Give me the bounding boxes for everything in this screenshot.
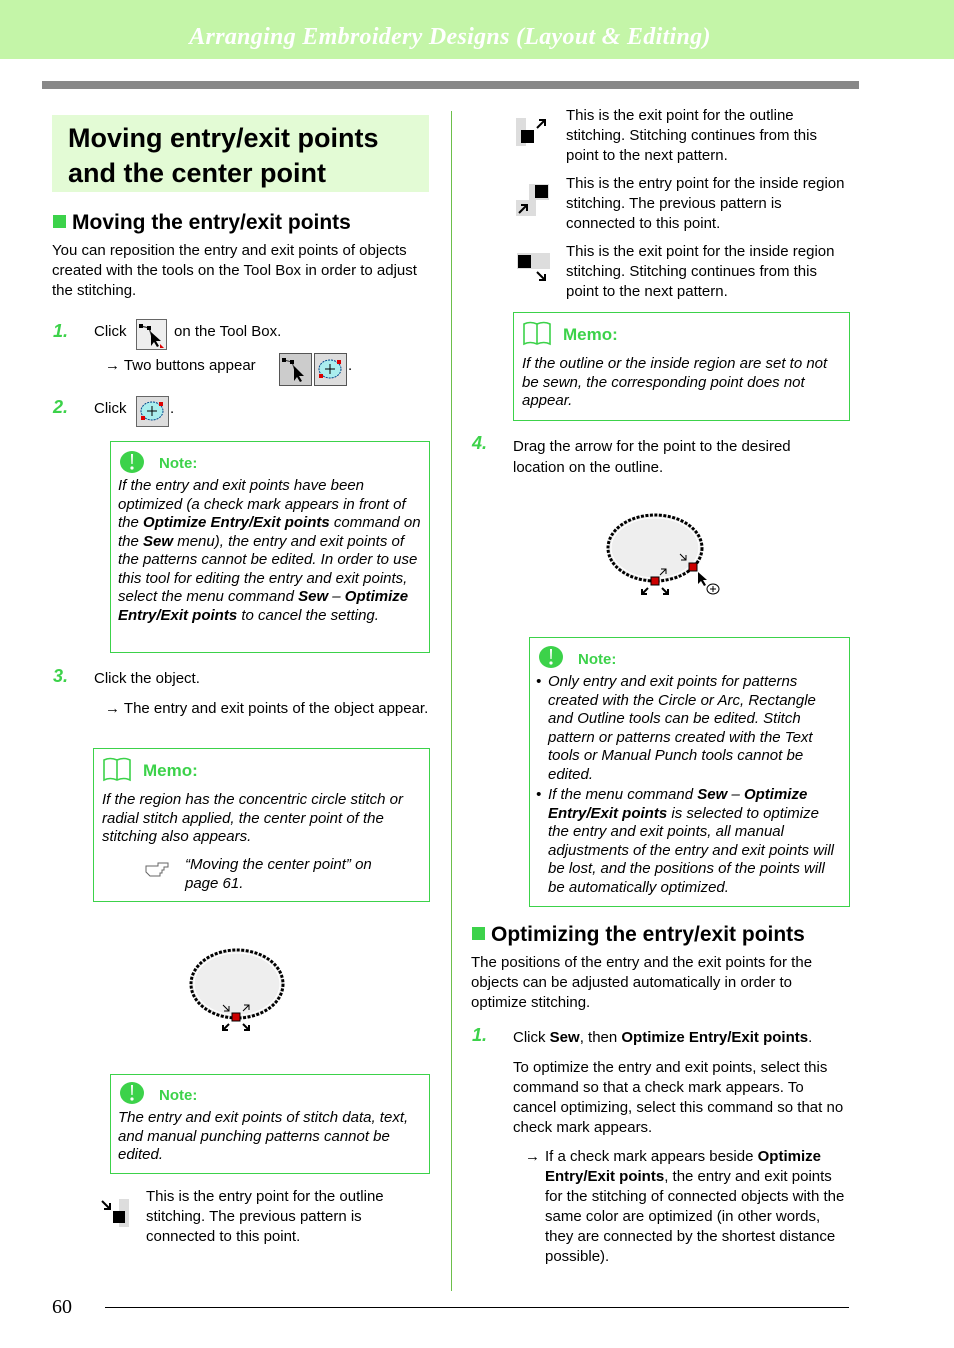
intro-text: You can reposition the entry and exit points of objects created with the tools on the Tool Box in order to adjust the stitching. [52,242,417,299]
exclamation-icon [538,645,564,669]
result-arrow: → [525,1148,540,1165]
subhead-moving: Moving the entry/exit points [53,211,351,235]
outline-entry-text: This is the entry point for the outline stitching. The previous pattern is connected to this point. [146,1188,384,1245]
step-number: 3. [53,666,69,686]
exclamation-icon [119,1081,145,1105]
step1-post: on the Tool Box. [174,323,282,340]
outline-entry-point-icon [99,1197,131,1229]
step2-pre: Click [94,400,127,417]
cross-reference-link[interactable]: “Moving the center point” on page 61. [185,856,372,892]
step3-result: → The entry and exit points of the object appear. [105,700,429,717]
subhead-optimizing: Optimizing the entry/exit points [472,923,805,947]
note-heading: Note: [159,1087,198,1104]
step-number: 1. [53,321,69,341]
entry-exit-tool-icon[interactable] [136,396,169,427]
divider-bar [42,81,859,89]
step1-pre: Click [94,323,127,340]
step4-text: Drag the arrow for the point to the desired location on the outline. [513,438,791,476]
optimize-result-text: If a check mark appears beside Optimize Entry/Exit points, the entry and exit points for the stitching of connected objects with the same color are optimized (in other words, they are connected by the shortest distance possible). [545,1148,845,1265]
exclamation-icon [119,450,145,474]
section-title [68,121,428,191]
inside-entry-point-icon [515,183,550,217]
note-bullet-2-text: If the menu command Sew – Optimize Entry/Exit points is selected to optimize the entry and exit points, all manual adjustments of the entry and exit points will be lost, and the positions of the points will be automatically optimized. [548,786,834,896]
step1-dot: . [348,357,353,374]
section-title-line2: and the center point [68,158,327,188]
memo-heading: Memo: [563,325,618,344]
optimize-result [525,1147,851,1267]
note-text: If the entry and exit points have been optimized (a check mark appears in front of the Optimize Entry/Exit points command on the Sew menu), the entry and exit points of the patterns cannot be edited. In order to use this tool for editing the entry and exit points, select the menu command Sew – Optimize Entry/Exit points to cancel the setting. [118,477,421,624]
step1-result: → Two buttons appear [105,357,256,374]
note-heading: Note: [578,651,617,668]
book-icon [522,320,552,346]
note-bullet-1 [536,673,836,784]
optimize-step1: Click Sew, then Optimize Entry/Exit points. [513,1029,813,1046]
square-bullet-icon [472,927,485,940]
bullet-icon: • [536,673,542,690]
step-number: 2. [53,397,69,417]
header-title: Arranging Embroidery Designs (Layout & Editing) [189,24,711,50]
note-text: The entry and exit points of stitch data, text, and manual punching patterns cannot be edited. [118,1109,409,1163]
object-ellipse-illustration [183,944,293,1036]
optimize-para: To optimize the entry and exit points, select this command so that a check mark appears. To cancel optimizing, select this command so that no check mark appears. [513,1059,844,1136]
memo-text: If the outline or the inside region are set to not be sewn, the corresponding point does not appear. [522,355,828,409]
outline-exit-point-icon [515,114,549,148]
memo-text: If the region has the concentric circle stitch or radial stitch applied, the center point of the stitching also appears. [102,791,403,845]
step3-text: Click the object. [94,670,200,687]
column-divider [451,111,452,1291]
outline-exit-text: This is the exit point for the outline stitching. Stitching continues from this point to the next pattern. [566,107,817,164]
step-number: 1. [472,1025,488,1045]
note-heading: Note: [159,455,198,472]
drag-point-illustration [600,508,730,604]
book-icon [102,756,132,782]
note-bullet-2 [536,786,836,897]
optimizing-intro: The positions of the entry and the exit points for the objects can be adjusted automatically in order to optimize stitching. [471,954,813,1011]
pointing-hand-icon [144,858,172,878]
step2-dot: . [170,400,175,417]
select-point-tool-icon[interactable] [136,319,167,350]
two-buttons [279,353,347,386]
page-number: 60 [52,1296,72,1318]
entry-exit-button-icon[interactable] [314,353,347,386]
section-title-line1: Moving entry/exit points [68,123,379,153]
note-bullet-1-text: Only entry and exit points for patterns created with the Circle or Arc, Rectangle and Outline tools can be edited. Stitch pattern or patterns created with the Text tools or Manual Punch tools cannot be edited. [548,673,816,783]
footer-rule [105,1307,849,1308]
square-bullet-icon [53,215,66,228]
select-point-button-icon[interactable] [279,353,312,386]
step-number: 4. [472,433,488,453]
bullet-icon: • [536,786,542,803]
inside-entry-text: This is the entry point for the inside region stitching. The previous pattern is connected to this point. [566,175,845,232]
inside-exit-point-icon [516,252,551,286]
memo-heading: Memo: [143,761,198,780]
inside-exit-text: This is the exit point for the inside region stitching. Stitching continues from this point to the next pattern. [566,243,835,300]
